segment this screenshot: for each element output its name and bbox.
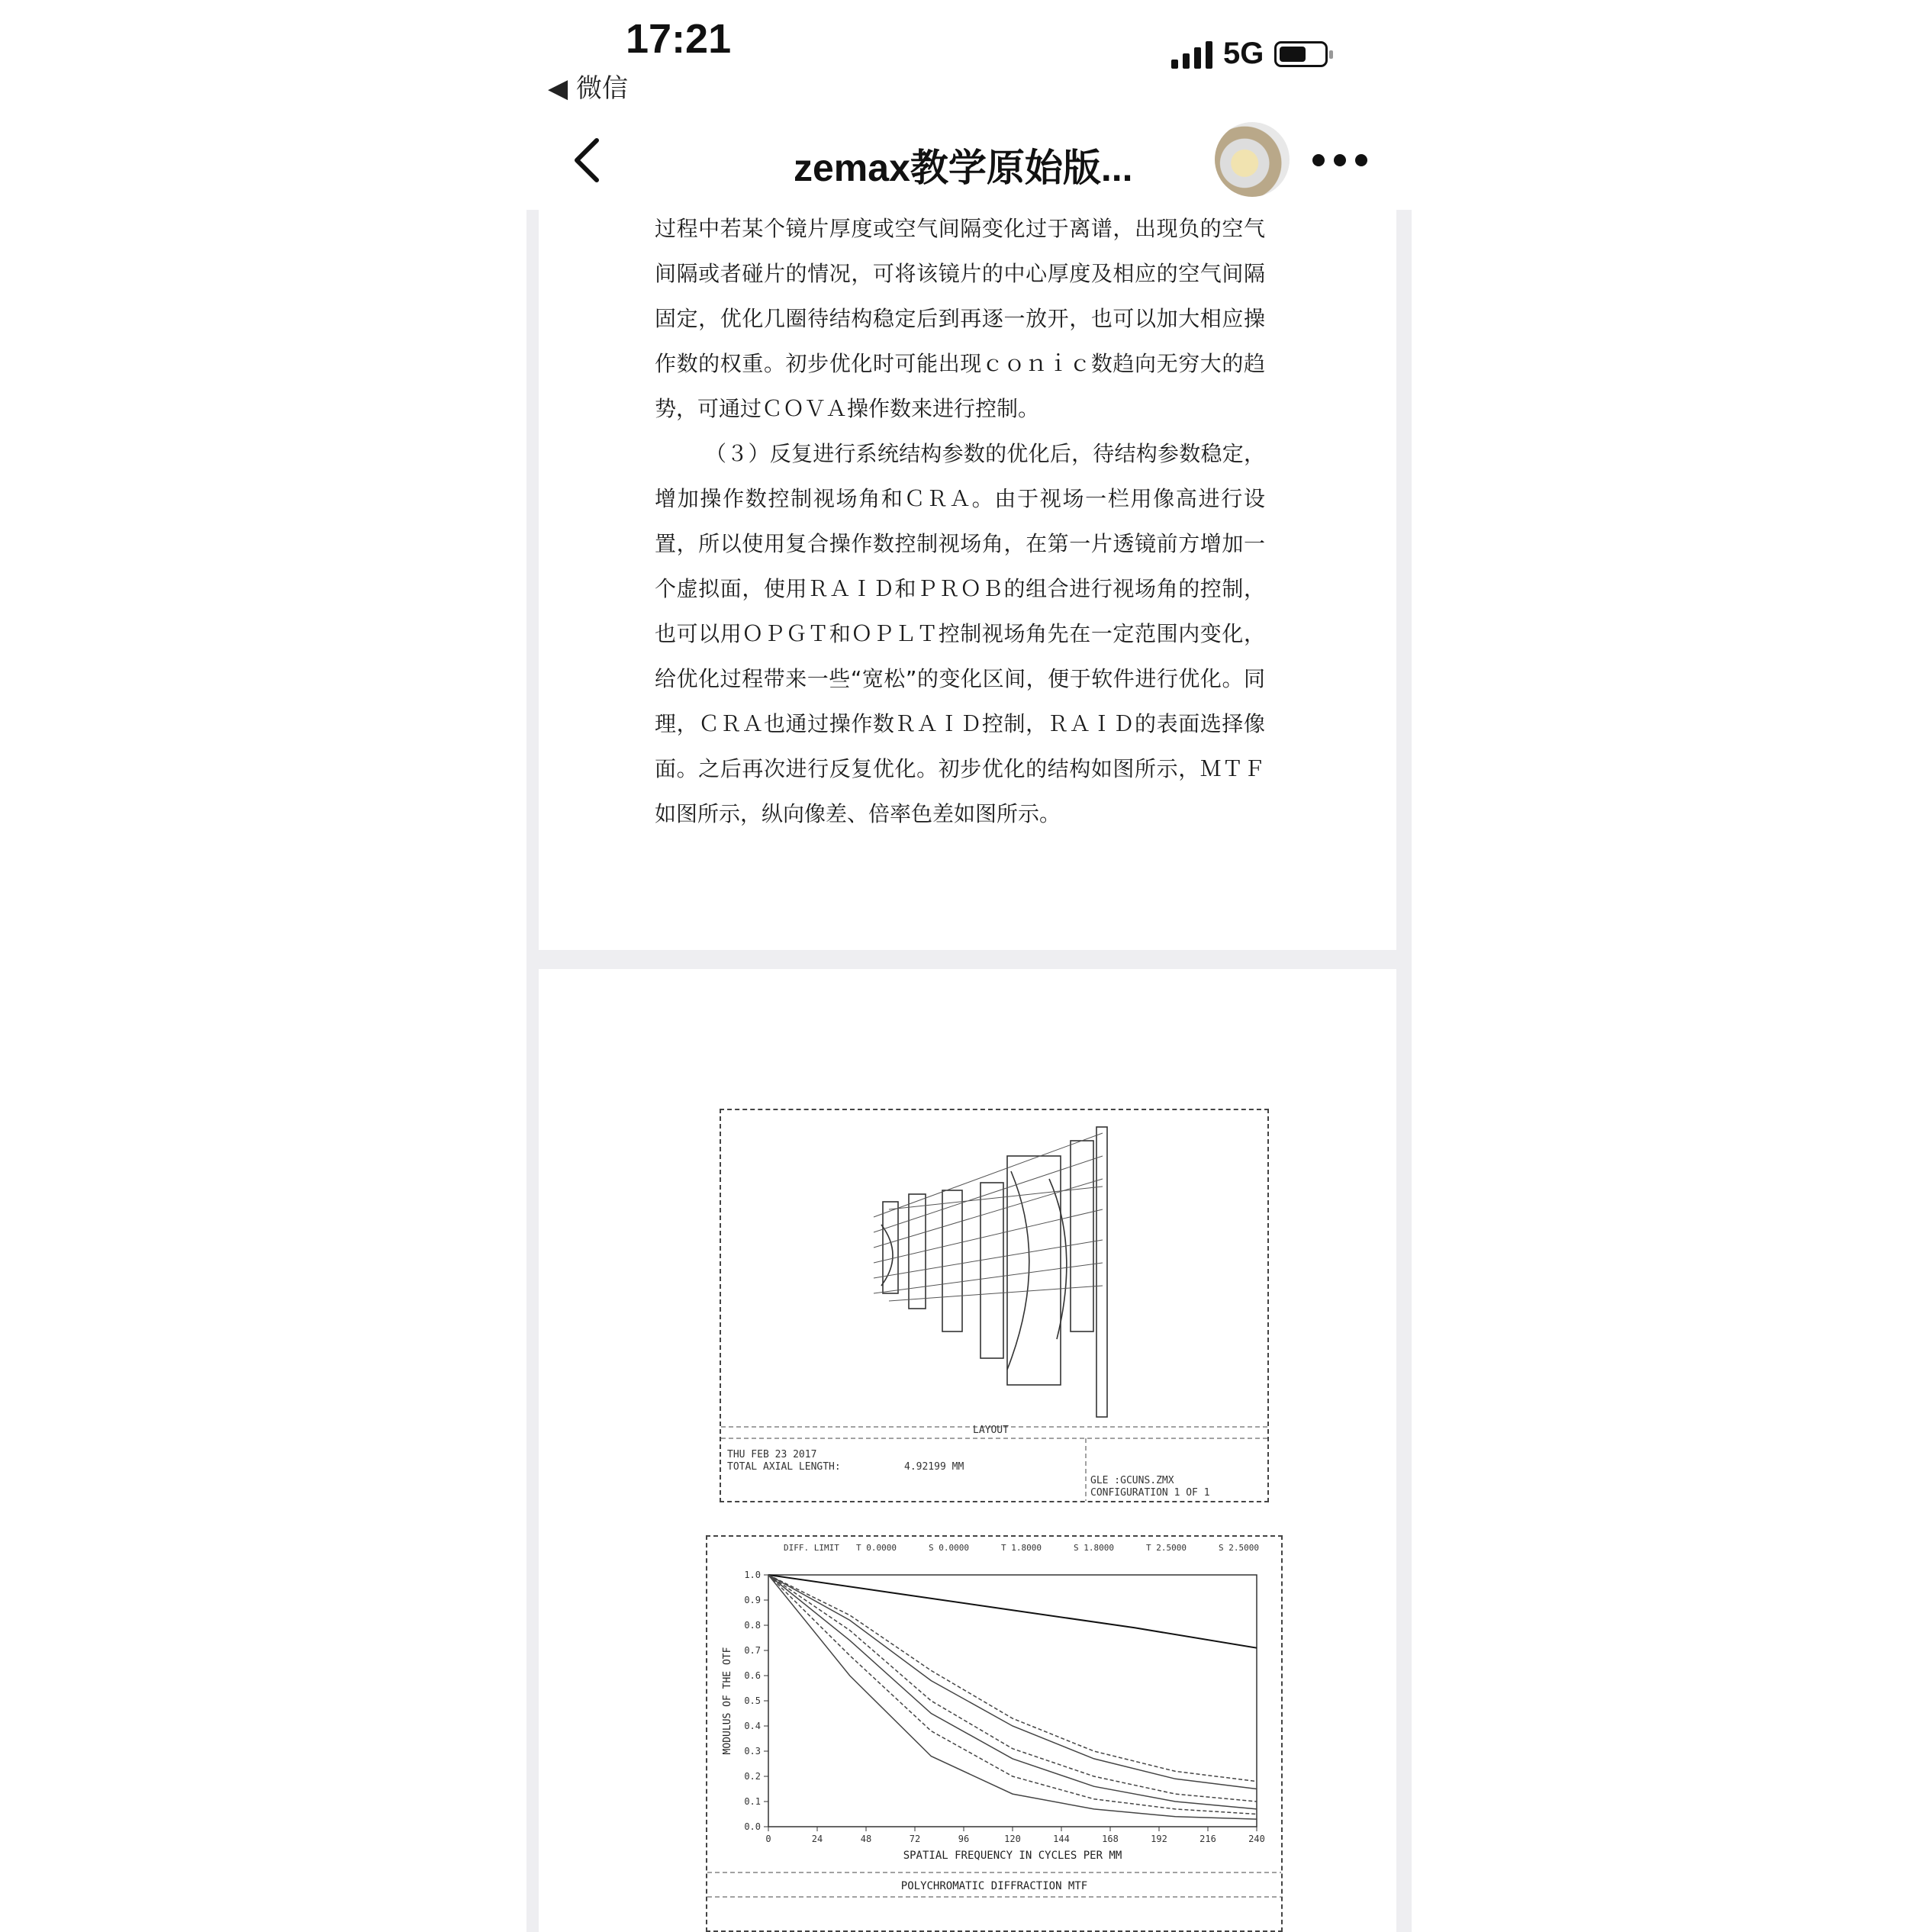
- ray: [874, 1209, 1103, 1263]
- lens-surface: [1007, 1171, 1029, 1370]
- y-tick-label: 0.8: [744, 1620, 761, 1631]
- x-tick-label: 168: [1102, 1834, 1119, 1844]
- x-tick-label: 216: [1199, 1834, 1216, 1844]
- ray: [874, 1156, 1103, 1232]
- y-tick-label: 0.6: [744, 1670, 761, 1681]
- battery-icon: [1274, 41, 1328, 67]
- legend-label: T 1.8000: [1001, 1543, 1042, 1553]
- x-tick-label: 120: [1004, 1834, 1021, 1844]
- lens-surface: [1049, 1179, 1067, 1339]
- status-indicators: [1171, 37, 1328, 71]
- layout-date: THU FEB 23 2017: [727, 1449, 817, 1460]
- x-tick-label: 96: [958, 1834, 970, 1844]
- y-tick-label: 1.0: [744, 1570, 761, 1580]
- legend-label: T 0.0000: [856, 1543, 897, 1553]
- document-text: [655, 206, 1265, 836]
- legend-label: S 1.8000: [1074, 1543, 1114, 1553]
- ray: [874, 1179, 1103, 1248]
- mtf-series-line: [768, 1575, 1257, 1802]
- mtf-series-line: [768, 1575, 1257, 1782]
- lens-layout-drawing: [721, 1110, 1267, 1501]
- paragraph: 过程中若某个镜片厚度或空气间隔变化过于离谱，出现负的空气间隔或者碰片的情况，可将该镜片的中心厚度及相应的空气间隔固定，优化几圈待结构稳定后到再逐一放开，也可以加大相应操作数的权重。初步优化时可能出现ｃｏｎｉｃ数趋向无穷大的趋势，可通过ＣＯＶＡ操作数来进行控制。: [655, 216, 1265, 421]
- layout-file: GLE :GCUNS.ZMX: [1090, 1475, 1174, 1486]
- avatar[interactable]: [1215, 122, 1290, 197]
- back-button[interactable]: [557, 130, 618, 191]
- x-tick-label: 192: [1151, 1834, 1167, 1844]
- ray: [874, 1240, 1103, 1278]
- x-tick-label: 0: [765, 1834, 771, 1844]
- y-tick-label: 0.1: [744, 1796, 761, 1807]
- page-title: zemax教学原始版...: [794, 147, 1133, 189]
- y-tick-label: 0.4: [744, 1721, 761, 1731]
- signal-icon: [1171, 40, 1212, 69]
- y-tick-label: 0.9: [744, 1595, 761, 1605]
- back-to-app-link[interactable]: ◀ 微信: [548, 73, 628, 104]
- more-dot-icon: [1355, 154, 1367, 166]
- ray: [874, 1263, 1103, 1293]
- y-tick-label: 0.7: [744, 1645, 761, 1656]
- ray: [874, 1133, 1103, 1217]
- y-tick-label: 0.2: [744, 1771, 761, 1782]
- mtf-chart: [707, 1537, 1281, 1930]
- network-type: 5G: [1223, 37, 1264, 70]
- lens-element: [942, 1190, 962, 1331]
- status-time: 17:21: [626, 16, 732, 62]
- x-tick-label: 240: [1248, 1834, 1265, 1844]
- chevron-left-icon: [557, 130, 618, 191]
- legend-label: T 2.5000: [1146, 1543, 1187, 1553]
- layout-length-label: TOTAL AXIAL LENGTH:: [727, 1461, 841, 1473]
- mtf-figure: [706, 1535, 1283, 1932]
- legend-label: S 0.0000: [929, 1543, 969, 1553]
- more-button[interactable]: [1312, 154, 1367, 166]
- lens-element: [1071, 1141, 1093, 1331]
- more-dot-icon: [1312, 154, 1325, 166]
- y-tick-label: 0.3: [744, 1746, 761, 1757]
- paragraph: （３）反复进行系统结构参数的优化后，待结构参数稳定，增加操作数控制视场角和ＣＲＡ。由于视场一栏用像高进行设置，所以使用复合操作数控制视场角，在第一片透镜前方增加一个虚拟面，使用ＲＡＩＤ和ＰＲＯＢ的组合进行视场角的控制，也可以用ＯＰＧＴ和ＯＰＬＴ控制视场角先在一定范围内变化，给优化过程带来一些“宽松”的变化区间，便于软件进行优化。同理，ＣＲＡ也通过操作数ＲＡＩＤ控制，ＲＡＩＤ的表面选择像面。之后再次进行反复优化。初步优化的结构如图所示，ＭＴＦ如图所示，纵向像差、倍率色差如图所示。: [655, 441, 1265, 826]
- layout-length-value: 4.92199 MM: [904, 1461, 964, 1473]
- mtf-series-line: [768, 1575, 1257, 1789]
- y-tick-label: 0.5: [744, 1695, 761, 1706]
- x-tick-label: 72: [909, 1834, 921, 1844]
- x-tick-label: 48: [860, 1834, 872, 1844]
- image-plane: [1096, 1127, 1107, 1417]
- y-tick-label: 0.0: [744, 1821, 761, 1832]
- nav-bar: [526, 114, 1412, 210]
- legend-label: DIFF. LIMIT: [784, 1543, 839, 1553]
- x-tick-label: 24: [811, 1834, 823, 1844]
- layout-config: CONFIGURATION 1 OF 1: [1090, 1487, 1210, 1499]
- more-dot-icon: [1334, 154, 1346, 166]
- lens-element: [1007, 1156, 1061, 1385]
- lens-element: [980, 1183, 1003, 1358]
- layout-figure: [720, 1109, 1269, 1502]
- y-axis-label: MODULUS OF THE OTF: [722, 1647, 733, 1755]
- chart-title: POLYCHROMATIC DIFFRACTION MTF: [900, 1880, 1088, 1892]
- plot-area: [768, 1575, 1257, 1827]
- layout-caption: LAYOUT: [973, 1425, 1009, 1436]
- x-axis-label: SPATIAL FREQUENCY IN CYCLES PER MM: [903, 1850, 1122, 1862]
- x-tick-label: 144: [1053, 1834, 1070, 1844]
- legend-label: S 2.5000: [1219, 1543, 1259, 1553]
